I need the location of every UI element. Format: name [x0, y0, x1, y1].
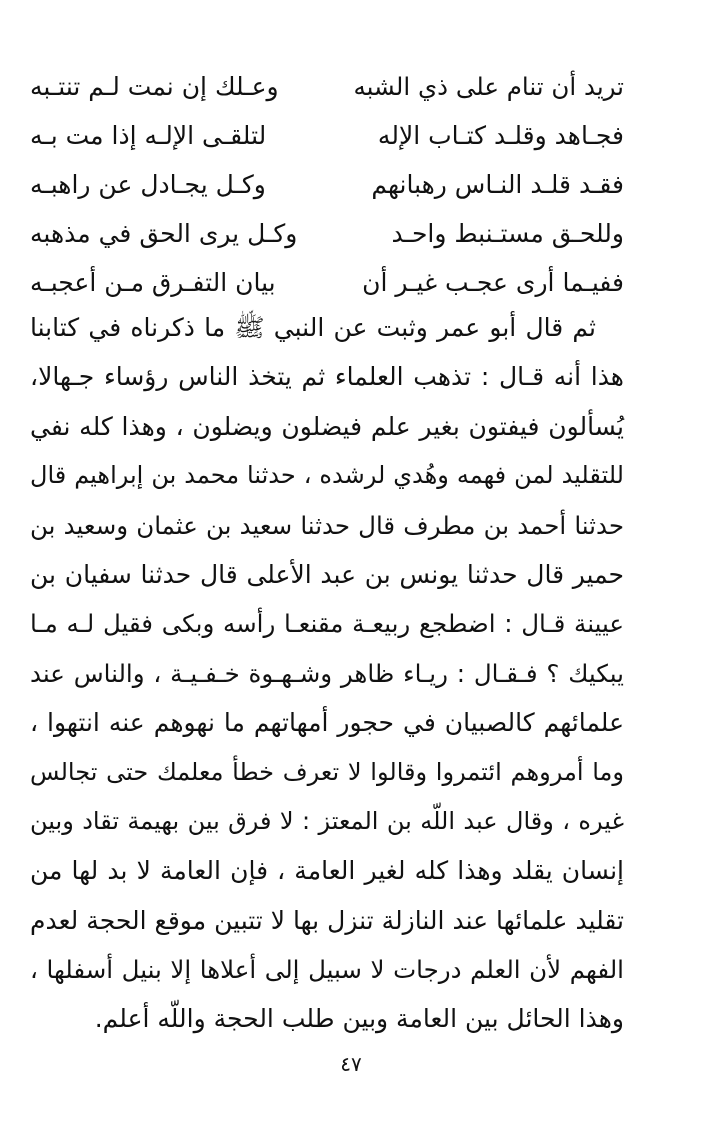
prose-line: علمائهم كالصبيان في حجور أمهاتهم ما نهوهم عنه انتهوا ،	[30, 708, 624, 738]
prose-line: وهذا الحائل بين العامة وبين طلب الحجة واللّه أعلم.	[94, 1004, 624, 1034]
verse-first-hemistich: وللحـق مستـنبط واحـد	[391, 219, 624, 248]
poem-verse	[30, 258, 624, 307]
poem-verse	[30, 111, 624, 160]
prose-line: غيره ، وقال عبد اللّه بن المعتز : لا فرق بين بهيمة تقاد وبين	[30, 806, 624, 835]
page-number: ٤٧	[340, 1052, 362, 1076]
verse-first-hemistich: فقـد قلـد النـاس رهبانهم	[371, 170, 624, 199]
prose-line: يبكيك ؟ فـقـال : ريـاء ظاهر وشـهـوة خـفـيـة ، والناس عند	[30, 658, 624, 688]
prose-line: عيينة قـال : اضطجع ربيعـة مقنعـا رأسه وبكى فقيل لـه مـا	[30, 609, 624, 639]
prose-line: وما أمروهم ائتمروا وقالوا لا تعرف خطأ معلمك حتى تجالس	[30, 757, 624, 786]
poem-verse	[30, 209, 624, 258]
prose-line: تقليد علمائها عند النازلة تنزل بها لا تتبين موقع الحجة لعدم	[30, 905, 624, 935]
verse-second-hemistich: وكـل يجـادل عن راهبـه	[30, 170, 266, 199]
prose-line: يُسألون فيفتون بغير علم فيضلون ويضلون ، وهذا كله نفي	[30, 411, 624, 441]
prose-line: للتقليد لمن فهمه وهُدي لرشده ، حدثنا محمد بن إبراهيم قال	[30, 461, 624, 490]
poem-verse	[30, 62, 624, 111]
verse-first-hemistich: تريد أن تنام على ذي الشبه	[353, 72, 624, 101]
prose-paragraph	[30, 303, 624, 1044]
verse-second-hemistich: وكـل يرى الحق في مذهبه	[30, 219, 298, 248]
prose-line: إنسان يقلد وهذا كله لغير العامة ، فإن العامة لا بد لها من	[30, 856, 624, 886]
verse-first-hemistich: ففيـما أرى عجـب غيـر أن	[362, 268, 624, 297]
poem-block	[30, 62, 624, 307]
verse-second-hemistich: بيان التفـرق مـن أعجبـه	[30, 268, 276, 297]
verse-second-hemistich: وعـلك إن نمت لـم تنتـبه	[30, 72, 279, 101]
prose-line: هذا أنه قـال : تذهب العلماء ثم يتخذ الناس رؤساء جـهالا،	[30, 362, 624, 392]
prose-line: حمير قال حدثنا يونس بن عبد الأعلى قال حدثنا سفيان بن	[30, 559, 624, 589]
prose-line: ثم قال أبو عمر وثبت عن النبي ﷺ ما ذكرناه في كتابنا	[30, 313, 596, 342]
poem-verse	[30, 160, 624, 209]
verse-first-hemistich: فجـاهد وقلـد كتـاب الإله	[377, 121, 624, 150]
verse-second-hemistich: لتلقـى الإلـه إذا مت بـه	[30, 121, 267, 150]
prose-line: حدثنا أحمد بن مطرف قال حدثنا سعيد بن عثمان وسعيد بن	[30, 510, 624, 540]
prose-line: الفهم لأن العلم درجات لا سبيل إلى أعلاها إلا بنيل أسفلها ،	[30, 955, 624, 985]
